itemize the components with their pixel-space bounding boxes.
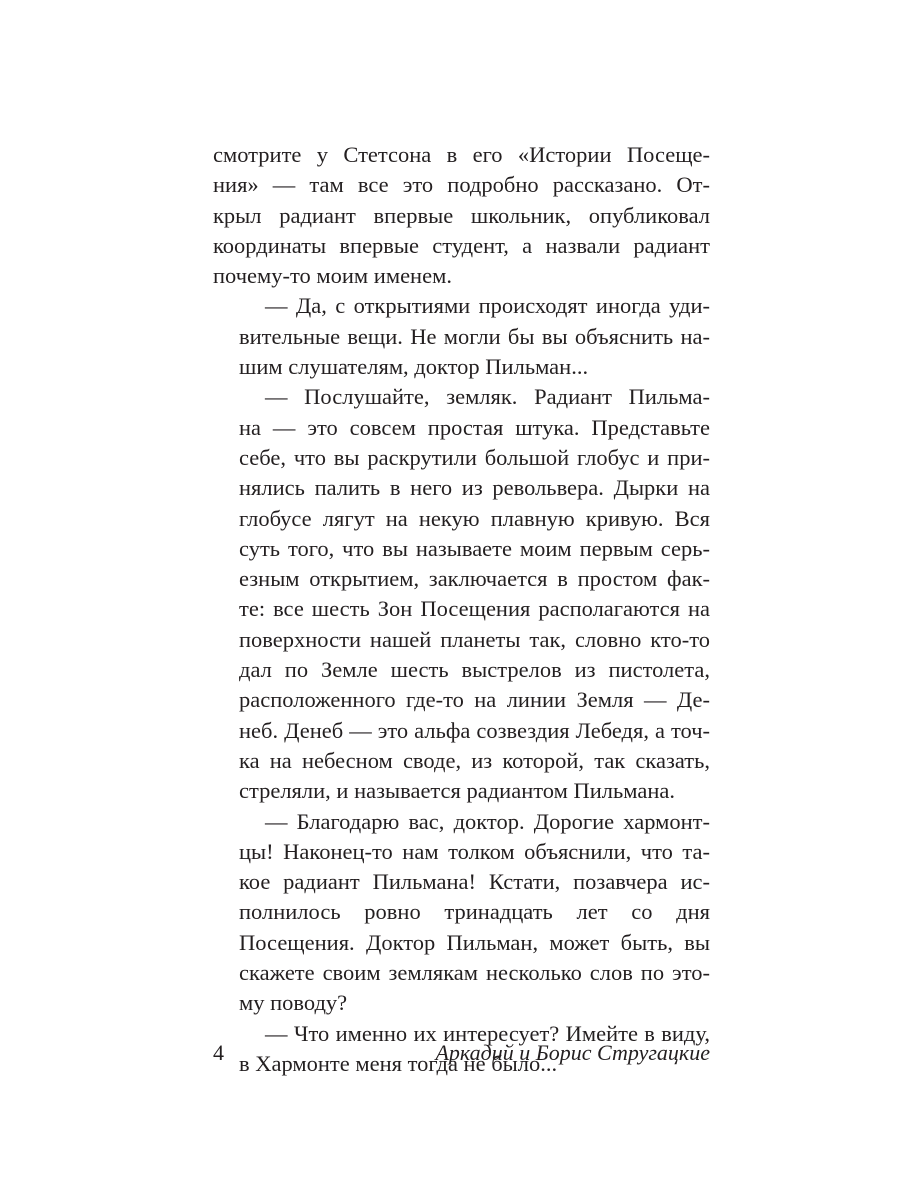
page-body <box>213 140 710 1079</box>
text-line: смотрите у Стетсона в его «Истории Посеще- <box>213 142 710 167</box>
text-line: вительные вещи. Не могли бы вы объяснить на- <box>239 323 710 349</box>
text-line: почему-то моим именем. <box>213 263 452 289</box>
text-line: езным открытием, заключается в простом фак- <box>239 566 710 592</box>
text-line: неб. Денеб — это альфа созвездия Лебедя, а точ- <box>239 717 710 743</box>
text-line: стреляли, и называется радиантом Пильмана. <box>239 778 675 804</box>
page-number: 4 <box>213 1040 224 1065</box>
running-footer-author: Аркадий и Борис Стругацкие <box>435 1040 710 1065</box>
paragraph <box>213 807 710 1019</box>
text-line: Посещения. Доктор Пильман, может быть, вы <box>239 929 710 955</box>
text-line: дал по Земле шесть выстрелов из пистолета, <box>239 657 710 683</box>
text-line: расположенного где-то на линии Земля — Де- <box>239 687 710 713</box>
text-line: — Послушайте, земляк. Радиант Пильма- <box>265 384 710 410</box>
paragraph <box>213 382 710 806</box>
text-line: полнилось ровно тринадцать лет со дня <box>239 899 710 925</box>
text-line: нялись палить в него из револьвера. Дырки на <box>239 475 710 501</box>
text-line: — Что именно их интересует? Имейте в виду, <box>265 1020 710 1046</box>
text-line: на — это совсем простая штука. Представьте <box>239 414 710 440</box>
text-line: ния» — там все это подробно рассказано. От- <box>213 172 710 198</box>
text-line: в Хармонте меня тогда не было... <box>239 1050 558 1076</box>
page-footer <box>213 1040 710 1066</box>
text-line: скажете своим землякам несколько слов по это- <box>239 960 710 986</box>
text-line: поверхности нашей планеты так, словно кто-то <box>239 626 710 652</box>
paragraph <box>213 140 710 291</box>
paragraph <box>213 291 710 382</box>
text-line: координаты впервые студент, а назвали радиант <box>213 232 710 258</box>
text-line: суть того, что вы называете моим первым серь- <box>239 535 710 561</box>
text-line: кое радиант Пильмана! Кстати, позавчера ис- <box>239 869 710 895</box>
text-line: — Да, с открытиями происходят иногда уди- <box>265 293 710 319</box>
text-line: му поводу? <box>239 990 348 1016</box>
text-line: шим слушателям, доктор Пильман... <box>239 354 589 380</box>
text-line: те: все шесть Зон Посещения располагаются на <box>239 596 710 622</box>
text-line: ка на небесном своде, из которой, так сказать, <box>239 747 710 773</box>
text-line: себе, что вы раскрутили большой глобус и при- <box>239 444 710 470</box>
text-line: крыл радиант впервые школьник, опубликовал <box>213 202 710 228</box>
text-line: — Благодарю вас, доктор. Дорогие хармонт- <box>265 808 710 834</box>
text-line: цы! Наконец-то нам толком объяснили, что та- <box>239 838 710 864</box>
text-line: глобусе лягут на некую плавную кривую. Вся <box>239 505 710 531</box>
